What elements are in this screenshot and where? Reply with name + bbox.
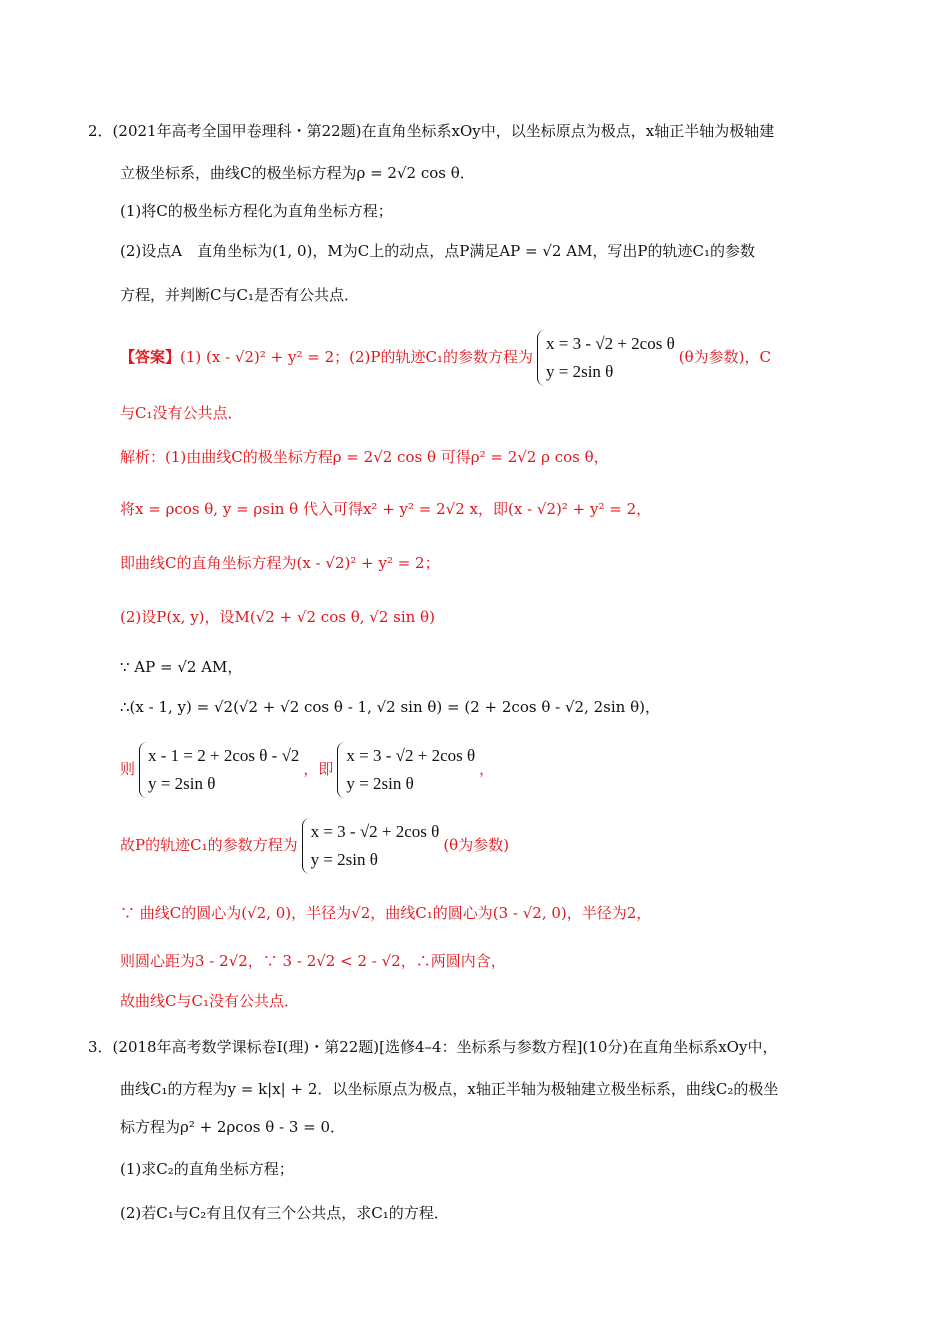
solution-step8	[120, 818, 509, 874]
answer-sys-row1: x = 3 - √2 + 2cos θ	[546, 334, 675, 353]
answer-line2: 与C₁没有公共点．	[120, 404, 243, 422]
solution-step9: ∵ 曲线C的圆心为(√2, 0)，半径为√2，曲线C₁的圆心为(3 - √2, 0)，半径为2，	[120, 904, 652, 922]
system2-row1: x = 3 - √2 + 2cos θ	[346, 746, 476, 765]
solution-step8-lead: 故P的轨迹C₁的参数方程为	[120, 836, 298, 854]
solution-step6: ∴(x - 1, y) = √2(√2 + √2 cos θ - 1, √2 sin θ) = (2 + 2cos θ - √2, 2sin θ)，	[120, 698, 660, 716]
answer-label: 【答案】	[120, 348, 181, 366]
solution-system-3	[302, 818, 440, 874]
system1-row1: x - 1 = 2 + 2cos θ - √2	[148, 746, 300, 765]
q2-part2-line1: (2)设点A 直角坐标为(1, 0)，M为C上的动点，点P满足AP = √2 AM，写出P的轨迹C₁的参数	[120, 242, 756, 260]
solution-step10: 则圆心距为3 - 2√2，∵ 3 - 2√2 < 2 - √2，∴两圆内含，	[120, 952, 506, 970]
answer-param-system	[537, 330, 675, 386]
q3-stem-line2: 曲线C₁的方程为y = k|x| + 2．以坐标原点为极点，x轴正半轴为极轴建立极坐标系，曲线C₂的极坐	[120, 1080, 779, 1098]
solution-step1: 解析：(1)由曲线C的极坐标方程ρ = 2√2 cos θ 可得ρ² = 2√2 ρ cos θ，	[120, 448, 609, 466]
q3-stem-line3: 标方程为ρ² + 2ρcos θ - 3 = 0．	[120, 1118, 346, 1136]
solution-step2: 将x = ρcos θ, y = ρsin θ 代入可得x² + y² = 2√2 x，即(x - √2)² + y² = 2，	[120, 500, 652, 518]
solution-step11: 故曲线C与C₁没有公共点．	[120, 992, 299, 1010]
solution-step4: (2)设P(x, y)，设M(√2 + √2 cos θ, √2 sin θ)	[120, 608, 435, 626]
system1-row2: y = 2sin θ	[148, 774, 216, 793]
q3-part1: (1)求C₂的直角坐标方程；	[120, 1160, 294, 1178]
system2-row2: y = 2sin θ	[346, 774, 414, 793]
system3-row2: y = 2sin θ	[310, 850, 378, 869]
q3-stem-line1: 3．(2018年高考数学课标卷Ⅰ(理)・第22题)[选修4–4：坐标系与参数方程](10分)在直角坐标系xOy中，	[88, 1038, 778, 1056]
solution-step7-then: 则	[120, 760, 136, 778]
answer-part1: (1) (x - √2)² + y² = 2；(2)P的轨迹C₁的参数方程为	[180, 348, 533, 366]
q2-part2-line2: 方程，并判断C与C₁是否有公共点．	[120, 286, 359, 304]
solution-step3: 即曲线C的直角坐标方程为(x - √2)² + y² = 2；	[120, 554, 440, 572]
q2-stem-line1: 2．(2021年高考全国甲卷理科・第22题)在直角坐标系xOy中，以坐标原点为极点，x轴正半轴为极轴建	[88, 122, 775, 140]
solution-system-1	[139, 742, 299, 798]
solution-step7-end: ，	[479, 760, 495, 778]
answer-line1	[120, 330, 771, 386]
q3-part2: (2)若C₁与C₂有且仅有三个公共点，求C₁的方程．	[120, 1204, 449, 1222]
q2-part1: (1)将C的极坐标方程化为直角坐标方程；	[120, 202, 393, 220]
solution-step7	[120, 742, 494, 798]
system3-row1: x = 3 - √2 + 2cos θ	[310, 822, 440, 841]
q2-stem-line2: 立极坐标系，曲线C的极坐标方程为ρ = 2√2 cos θ．	[120, 164, 475, 182]
solution-system-2	[337, 742, 475, 798]
solution-step5: ∵ AP = √2 AM，	[120, 658, 243, 676]
solution-step7-ie: ，即	[303, 760, 334, 778]
answer-tail: (θ为参数)，C	[678, 348, 771, 366]
answer-sys-row2: y = 2sin θ	[546, 362, 614, 381]
solution-step8-end: (θ为参数)	[443, 836, 510, 854]
